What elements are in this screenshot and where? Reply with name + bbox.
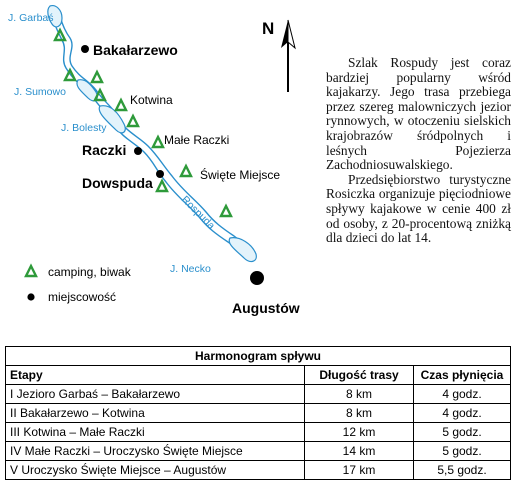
- north-label: N: [262, 19, 275, 38]
- article-paragraph-2: Przedsiębiorstwo turystyczne Rosiczka organizuje pięciodniowe spływy kajakowe w cenie 400 zł od osoby, z 20-procentową zniżką dla dzieci do lat 14.: [326, 171, 511, 246]
- town-label-bakalarzewo: Bakałarzewo: [93, 42, 178, 58]
- table-row: [6, 385, 511, 404]
- article-paragraph-1: Szlak Rospudy jest coraz bardziej popularny wśród kajakarzy. Jego trasa przebiega przez szereg malowniczych jezior rynnowych, w otoczeniu sielskich krajobrazów śródpolnych i leśnych Pojezierza Zachodniosuwalskiego.: [326, 55, 511, 173]
- north-arrow-icon: [281, 20, 295, 92]
- table-title: Harmonogram spływu: [6, 347, 511, 366]
- time-cell: 4 godz.: [414, 404, 511, 423]
- map: [0, 0, 330, 322]
- table-row: [6, 461, 511, 480]
- table-row: [6, 423, 511, 442]
- article-text: [326, 56, 511, 246]
- lake-label-sumowo: J. Sumowo: [14, 86, 66, 98]
- stage-cell: III Kotwina – Małe Raczki: [6, 423, 305, 442]
- time-cell: 5 godz.: [414, 442, 511, 461]
- time-cell: 5,5 godz.: [414, 461, 511, 480]
- camping-icons: [26, 30, 231, 276]
- town-label-raczki: Raczki: [82, 142, 127, 158]
- schedule-table: [5, 346, 511, 480]
- lake-label-necko: J. Necko: [170, 263, 211, 275]
- time-cell: 4 godz.: [414, 385, 511, 404]
- stage-cell: I Jezioro Garbaś – Bakałarzewo: [6, 385, 305, 404]
- length-cell: 14 km: [305, 442, 414, 461]
- length-cell: 8 km: [305, 404, 414, 423]
- time-cell: 5 godz.: [414, 423, 511, 442]
- river-label-rospuda: Rospuda: [178, 193, 218, 232]
- stage-cell: II Bakałarzewo – Kotwina: [6, 404, 305, 423]
- stage-cell: V Uroczysko Święte Miejsce – Augustów: [6, 461, 305, 480]
- place-label-kotwina: Kotwina: [130, 93, 173, 107]
- column-header-length: Długość trasy: [305, 366, 414, 385]
- column-header-stages: Etapy: [6, 366, 305, 385]
- length-cell: 12 km: [305, 423, 414, 442]
- legend-camping-label: camping, biwak: [48, 265, 131, 279]
- legend-town-label: miejscowość: [48, 290, 117, 304]
- lake-label-garbas: J. Garbaś: [8, 12, 54, 24]
- town-label-dowspuda: Dowspuda: [82, 175, 153, 191]
- length-cell: 17 km: [305, 461, 414, 480]
- place-label-swiete-miejsce: Święte Miejsce: [200, 168, 281, 182]
- length-cell: 8 km: [305, 385, 414, 404]
- place-label-male-raczki: Małe Raczki: [164, 133, 230, 147]
- table-row: [6, 442, 511, 461]
- column-header-time: Czas płynięcia: [414, 366, 511, 385]
- stage-cell: IV Małe Raczki – Uroczysko Święte Miejsce: [6, 442, 305, 461]
- lake-label-bolesty: J. Bolesty: [61, 122, 107, 134]
- town-label-augustow: Augustów: [232, 300, 300, 316]
- lake-necko: [229, 238, 256, 262]
- table-row: [6, 404, 511, 423]
